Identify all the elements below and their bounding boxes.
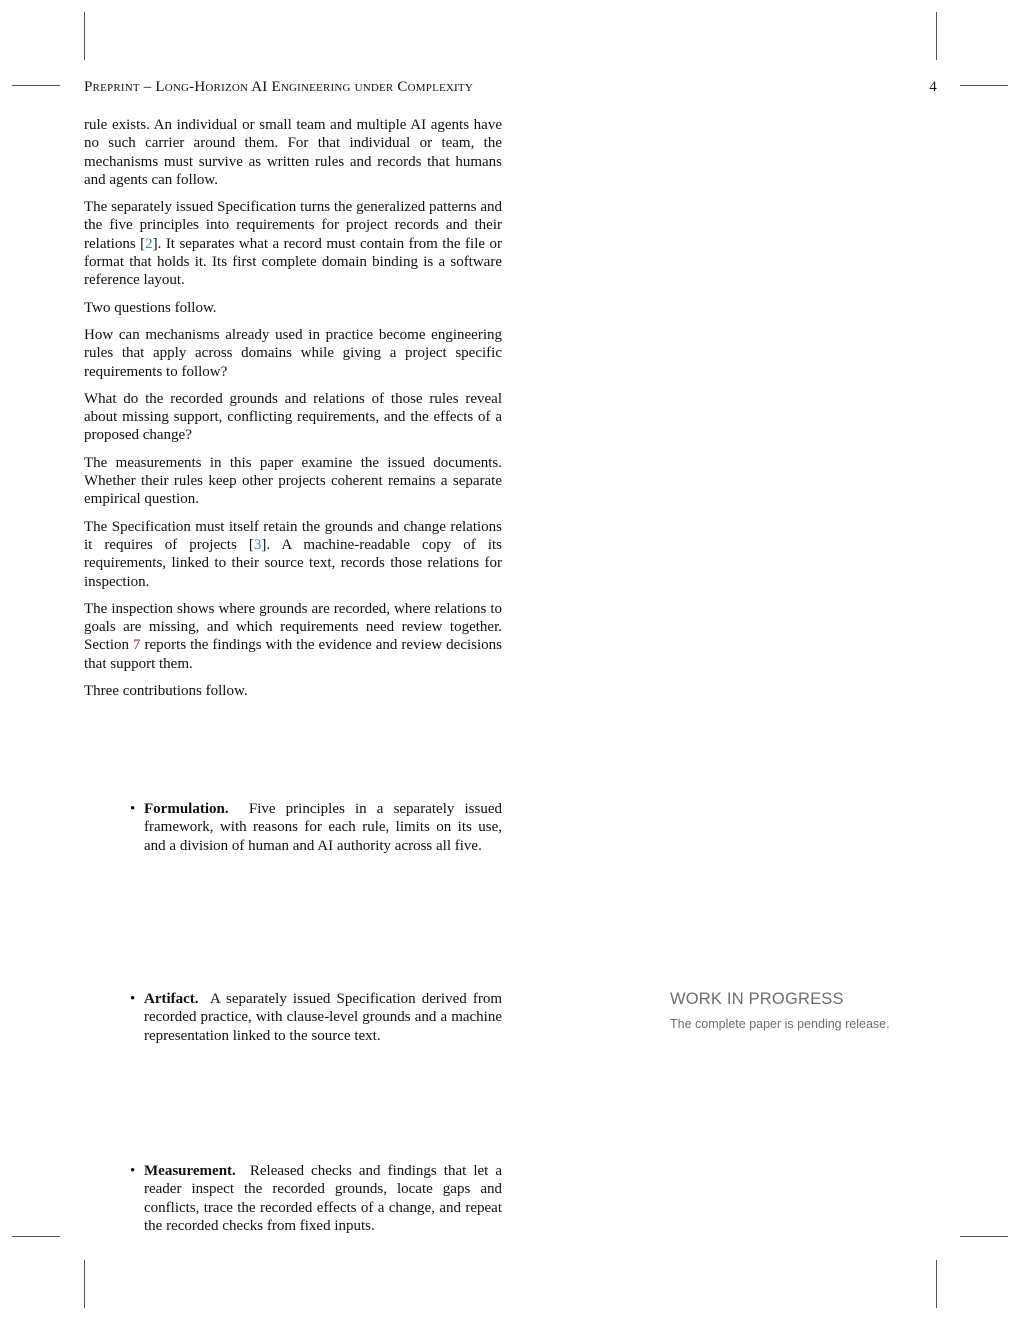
paragraph-text: The inspection shows where grounds are recorded, where relations to goals are missing, and which requirements need review together. Section: [84, 600, 502, 654]
contribution-label: Artifact.: [144, 991, 199, 1007]
paragraph: Two questions follow.: [84, 299, 217, 316]
paragraph-text: The Specification must itself retain the grounds and change relations it requires of projects [: [84, 518, 502, 553]
work-in-progress-notice: [670, 990, 890, 1031]
citation-link[interactable]: 2: [145, 235, 153, 252]
crop-mark-right-upper: [960, 85, 1008, 86]
crop-mark-left-upper: [12, 85, 60, 86]
bullet-icon: •: [130, 801, 136, 817]
notice-subtitle: The complete paper is pending release.: [670, 1017, 890, 1031]
contribution-description: Released checks and findings that let a reader inspect the recorded grounds, locate gaps and conflicts, trace the recorded effects of a change, and repeat the recorded checks from fixed inputs.: [144, 1163, 503, 1234]
crop-mark-top-left: [84, 12, 85, 60]
crop-mark-left-lower: [12, 1236, 60, 1237]
paragraph: What do the recorded grounds and relations of those rules reveal about missing support, conflicting requirements, and the effects of a proposed change?: [84, 390, 502, 444]
contribution-item-formulation: [130, 800, 502, 855]
contribution-description: Five principles in a separately issued framework, with reasons for each rule, limits on its use, and a division of human and AI authority across all five.: [144, 801, 502, 854]
contribution-text: [144, 990, 502, 1045]
contribution-item-artifact: [130, 990, 502, 1045]
paragraph: The measurements in this paper examine the issued documents. Whether their rules keep other projects coherent remains a separate empirical question.: [84, 454, 502, 508]
paragraph-text: The separately issued Specification turns the generalized patterns and the five principles into requirements for project records and their relations [: [84, 199, 502, 252]
running-head: [84, 79, 937, 99]
bullet-icon: •: [130, 1163, 136, 1179]
body-text-column: [84, 116, 502, 709]
contribution-label: Formulation.: [144, 801, 229, 817]
crop-mark-right-lower: [960, 1236, 1008, 1237]
paragraph: rule exists. An individual or small team and multiple AI agents have no such carrier around them. For that individual or team, the mechanisms must survive as written rules and records that humans and agents can follow.: [84, 117, 502, 188]
contribution-text: [144, 1162, 502, 1235]
running-title: Preprint – Long-Horizon AI Engineering under Complexity: [84, 79, 473, 95]
bullet-icon: •: [130, 991, 136, 1007]
crop-mark-top-right: [936, 12, 937, 60]
contribution-text: [144, 800, 502, 855]
paragraph-text: ]. A machine-readable copy of its requirements, linked to their source text, records those relations for inspection.: [84, 536, 502, 590]
page-number: 4: [929, 79, 937, 95]
paragraph-text: ]. It separates what a record must contain from the file or format that holds it. Its first complete domain binding is a software reference layout.: [84, 235, 502, 289]
crop-mark-bottom-left: [84, 1260, 85, 1308]
paragraph: [84, 518, 502, 591]
paragraph: Three contributions follow.: [84, 683, 248, 700]
paragraph: [84, 198, 502, 289]
notice-title: WORK IN PROGRESS: [670, 990, 844, 1008]
paragraph-text: reports the findings with the evidence and review decisions that support them.: [84, 637, 503, 672]
contribution-item-measurement: [130, 1162, 502, 1235]
paragraph: [84, 600, 502, 673]
citation-link[interactable]: 3: [253, 536, 262, 553]
contribution-label: Measurement.: [144, 1163, 236, 1179]
crop-mark-bottom-right: [936, 1260, 937, 1308]
paragraph: How can mechanisms already used in practice become engineering rules that apply across domains while giving a project specific requirements to follow?: [84, 326, 502, 380]
section-reference-link[interactable]: 7: [132, 637, 141, 654]
contribution-description: A separately issued Specification derived from recorded practice, with clause-level grounds and a machine representation linked to the source text.: [144, 991, 502, 1044]
